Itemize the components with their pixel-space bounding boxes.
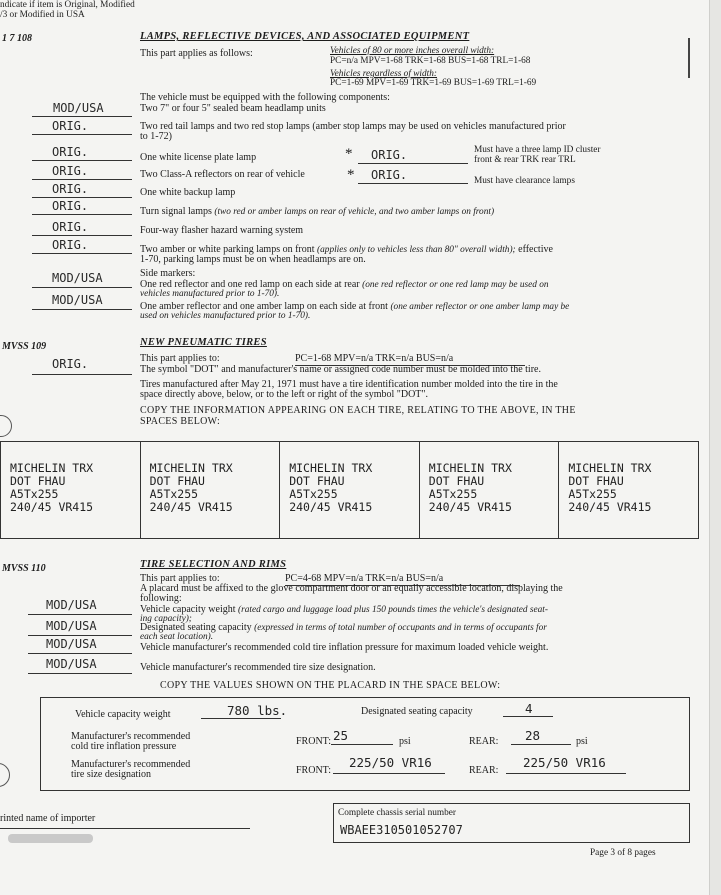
front-pressure-value[interactable]: 25 xyxy=(333,728,349,743)
tire-size: 240/45 VR415 xyxy=(10,500,94,514)
status-id-cluster: ORIG. xyxy=(371,148,408,162)
legend-line-2: /3 or Modified in USA xyxy=(0,10,85,20)
field-underline xyxy=(201,718,281,719)
status-headlamps: MOD/USA xyxy=(53,101,104,115)
field-underline xyxy=(506,773,626,774)
item-reflectors: Two Class-A reflectors on rear of vehicle xyxy=(140,169,305,180)
capacity-weight-value[interactable]: 780 lbs. xyxy=(227,703,288,718)
pressure-label-b: cold tire inflation pressure xyxy=(71,741,177,752)
copy-instruction-a: COPY THE INFORMATION APPEARING ON EACH TIRE, RELATING TO THE ABOVE, IN THE xyxy=(140,405,576,416)
side-markers-label: Side markers: xyxy=(140,268,196,279)
status-flasher: ORIG. xyxy=(52,220,89,234)
seating-capacity-label: Designated seating capacity xyxy=(361,706,473,717)
field-underline xyxy=(511,744,571,745)
tire-cell-5[interactable] xyxy=(558,442,698,538)
field-underline xyxy=(503,716,553,717)
applies-label-109: This part applies to: xyxy=(140,353,220,364)
status-underline xyxy=(32,134,132,135)
item-tail-lamps: Two red tail lamps and two red stop lamps (amber stop lamps may be used on vehicles manufactured prior xyxy=(140,121,566,132)
status-tire-size: MOD/USA xyxy=(46,657,97,671)
status-underline xyxy=(28,614,132,615)
note-clearance: Must have clearance lamps xyxy=(474,176,575,186)
status-marker-rear: MOD/USA xyxy=(52,271,103,285)
psi-unit: psi xyxy=(399,736,411,747)
marker-rear-detail: (one red reflector or one red lamp may be used on xyxy=(362,280,549,290)
dot-requirement: The symbol "DOT" and manufacturer's name or assigned code number must be molded into the tire. xyxy=(140,364,541,375)
tire-brand: MICHELIN TRX xyxy=(289,461,373,475)
status-clearance: ORIG. xyxy=(371,168,408,182)
item-inflation: Vehicle manufacturer's recommended cold tire inflation pressure for maximum loaded vehicle weight. xyxy=(140,642,549,653)
status-parking-lamps: ORIG. xyxy=(52,238,89,252)
section-code-110: MVSS 110 xyxy=(2,563,46,574)
marker-front-detail: (one amber reflector or one amber lamp may be xyxy=(390,302,570,312)
section-title-108: LAMPS, REFLECTIVE DEVICES, AND ASSOCIATED EQUIPMENT xyxy=(140,31,470,42)
pen-mark xyxy=(688,38,690,78)
field-underline xyxy=(333,773,445,774)
seating-capacity-value[interactable]: 4 xyxy=(525,701,533,716)
punch-hole-mark xyxy=(0,415,12,437)
applies-108-line-1: PC=n/a MPV=1-68 TRK=1-68 BUS=1-68 TRL=1-68 xyxy=(330,56,531,66)
item-flasher: Four-way flasher hazard warning system xyxy=(140,225,304,236)
redacted-importer-name xyxy=(8,834,93,843)
item-license-lamp: One white license plate lamp xyxy=(140,152,257,163)
copy-values-instruction: COPY THE VALUES SHOWN ON THE PLACARD IN THE SPACE BELOW: xyxy=(160,680,501,691)
item-capacity-weight-detail: (rated cargo and luggage load plus 150 pounds times the vehicle's designated seat- xyxy=(238,605,548,615)
tire-cell-2[interactable] xyxy=(140,442,280,538)
item-headlamps: Two 7" or four 5" sealed beam headlamp units xyxy=(140,103,326,114)
item-turn-signals-label: Turn signal lamps xyxy=(140,206,212,217)
marker-rear-cont: vehicles manufactured prior to 1-70). xyxy=(140,289,280,299)
status-underline xyxy=(32,179,132,180)
applies-108-hdr-2: Vehicles regardless of width: xyxy=(330,69,437,79)
item-seating-cont: each seat location). xyxy=(140,632,214,642)
status-tires: ORIG. xyxy=(52,357,89,371)
rear-size-label: REAR: xyxy=(469,765,499,776)
tire-size: 240/45 VR415 xyxy=(289,500,373,514)
item-parking-lamps-end: effective xyxy=(518,244,553,255)
asterisk-mark: * xyxy=(347,167,355,183)
page-edge xyxy=(709,0,721,895)
applies-109: PC=1-68 MPV=n/a TRK=n/a BUS=n/a xyxy=(295,353,454,364)
tire-brand: MICHELIN TRX xyxy=(568,461,652,475)
tire-tin: A5Tx255 xyxy=(428,487,478,501)
tin-requirement-a: Tires manufactured after May 21, 1971 must have a tire identification number molded into the tire in the xyxy=(140,379,558,390)
status-inflation: MOD/USA xyxy=(46,637,97,651)
item-seating-label: Designated seating capacity xyxy=(140,622,252,633)
status-underline xyxy=(32,160,132,161)
status-underline xyxy=(28,673,132,674)
item-turn-signals-detail: (two red or amber lamps on rear of vehicle, and two amber lamps on front) xyxy=(214,207,495,217)
tire-brand: MICHELIN TRX xyxy=(428,461,512,475)
placard-instruction-a: A placard must be affixed to the glove compartment door or an equally accessible location, displaying the xyxy=(140,583,563,594)
status-underline xyxy=(32,309,132,310)
tire-cell-3[interactable] xyxy=(279,442,419,538)
status-tail-lamps: ORIG. xyxy=(52,119,89,133)
chassis-number-box xyxy=(333,803,690,843)
tire-dot-code: DOT FHAU xyxy=(289,474,345,488)
status-underline xyxy=(32,374,132,375)
item-turn-signals xyxy=(140,206,494,217)
status-seating: MOD/USA xyxy=(46,619,97,633)
section-code-108: 1 7 108 xyxy=(2,33,32,44)
marker-front-cont: used on vehicles manufactured prior to 1-70). xyxy=(140,311,311,321)
psi-unit: psi xyxy=(576,736,588,747)
tire-brand: MICHELIN TRX xyxy=(10,461,94,475)
section-code-109: MVSS 109 xyxy=(2,341,47,352)
tire-cell-1[interactable] xyxy=(0,442,140,538)
applies-108-hdr-1: Vehicles of 80 or more inches overall width: xyxy=(330,46,495,56)
chassis-label: Complete chassis serial number xyxy=(338,808,456,818)
status-reflectors: ORIG. xyxy=(52,164,89,178)
front-size-value[interactable]: 225/50 VR16 xyxy=(349,755,432,770)
pressure-label-a: Manufacturer's recommended xyxy=(71,731,191,742)
applies-label-108: This part applies as follows: xyxy=(140,48,253,59)
rear-pressure-value[interactable]: 28 xyxy=(525,728,541,743)
note-id-cluster-a: Must have a three lamp ID cluster xyxy=(474,145,601,155)
status-underline xyxy=(28,653,132,654)
status-capacity-weight: MOD/USA xyxy=(46,598,97,612)
item-capacity-weight-label: Vehicle capacity weight xyxy=(140,604,236,615)
tire-size: 240/45 VR415 xyxy=(149,500,233,514)
size-label-a: Manufacturer's recommended xyxy=(71,759,191,770)
status-turn-signals: ORIG. xyxy=(52,199,89,213)
item-tail-lamps-cont: to 1-72) xyxy=(140,131,172,142)
tire-dot-code: DOT FHAU xyxy=(568,474,624,488)
front-size-label: FRONT: xyxy=(296,765,332,776)
item-capacity-weight-cont: ing capacity); xyxy=(140,614,192,624)
tire-cell-4[interactable] xyxy=(419,442,559,538)
status-underline xyxy=(32,197,132,198)
item-parking-lamps-label: Two amber or white parking lamps on front xyxy=(140,244,315,255)
status-underline xyxy=(28,635,132,636)
applies-110: PC=4-68 MPV=n/a TRK=n/a BUS=n/a xyxy=(285,573,444,584)
copy-instruction-b: SPACES BELOW: xyxy=(140,416,221,427)
tire-dot-code: DOT FHAU xyxy=(428,474,485,488)
marker-front-label: One amber reflector and one amber lamp on each side at front xyxy=(140,301,388,312)
tire-tin: A5Tx255 xyxy=(568,487,617,501)
section-title-110: TIRE SELECTION AND RIMS xyxy=(140,559,287,570)
status-underline xyxy=(32,214,132,215)
status-license-lamp: ORIG. xyxy=(52,145,89,159)
status-underline xyxy=(358,163,468,164)
note-id-cluster-b: front & rear TRK rear TRL xyxy=(474,155,576,165)
importer-underline xyxy=(0,828,250,829)
placard-values-box xyxy=(40,697,690,791)
status-backup-lamp: ORIG. xyxy=(52,182,89,196)
item-parking-lamps-cont: 1-70, parking lamps must be on when headlamps are on. xyxy=(140,254,366,265)
tire-size: 240/45 VR415 xyxy=(568,500,652,514)
front-pressure-label: FRONT: xyxy=(296,736,332,747)
capacity-weight-label: Vehicle capacity weight xyxy=(75,709,171,720)
applies-108-line-2: PC=1-69 MPV=1-69 TRK=1-69 BUS=1-69 TRL=1-69 xyxy=(330,78,537,88)
tire-tin: A5Tx255 xyxy=(10,487,59,501)
tire-dot-code: DOT FHAU xyxy=(10,474,66,488)
tin-requirement-b: space directly above, below, or to the left or right of the symbol "DOT". xyxy=(140,389,428,400)
applies-label-110: This part applies to: xyxy=(140,573,220,584)
field-underline xyxy=(331,744,393,745)
status-underline xyxy=(32,116,132,117)
tire-brand: MICHELIN TRX xyxy=(149,461,233,475)
item-parking-lamps-detail: (applies only to vehicles less than 80" overall width); xyxy=(317,245,516,255)
status-marker-front: MOD/USA xyxy=(52,293,103,307)
status-underline xyxy=(32,287,132,288)
tire-tin: A5Tx255 xyxy=(149,487,199,501)
punch-hole-mark xyxy=(0,763,10,787)
rear-size-value[interactable]: 225/50 VR16 xyxy=(523,755,606,770)
importer-label: rinted name of importer xyxy=(0,813,96,824)
tire-tin: A5Tx255 xyxy=(289,487,338,501)
item-capacity-weight xyxy=(140,604,548,615)
tire-info-table xyxy=(0,441,699,539)
item-tire-size: Vehicle manufacturer's recommended tire size designation. xyxy=(140,662,376,673)
placard-instruction-b: following: xyxy=(140,593,182,604)
size-label-b: tire size designation xyxy=(71,769,151,780)
chassis-value[interactable]: WBAEE310501052707 xyxy=(340,823,463,837)
marker-rear-label: One red reflector and one red lamp on each side at rear xyxy=(140,279,360,290)
item-backup-lamp: One white backup lamp xyxy=(140,187,236,198)
tire-dot-code: DOT FHAU xyxy=(149,474,205,488)
page-number: Page 3 of 8 pages xyxy=(590,848,656,858)
tire-size: 240/45 VR415 xyxy=(428,500,512,514)
intro-108: The vehicle must be equipped with the following components: xyxy=(140,92,390,103)
status-underline xyxy=(32,235,132,236)
status-underline xyxy=(32,253,132,254)
rear-pressure-label: REAR: xyxy=(469,736,499,747)
section-title-109: NEW PNEUMATIC TIRES xyxy=(140,337,267,348)
item-seating-detail: (expressed in terms of total number of occupants and in terms of occupants for xyxy=(254,623,547,633)
legend-line-1: ndicate if item is Original, Modified xyxy=(0,0,135,10)
status-underline xyxy=(358,183,468,184)
asterisk-mark: * xyxy=(345,146,353,162)
